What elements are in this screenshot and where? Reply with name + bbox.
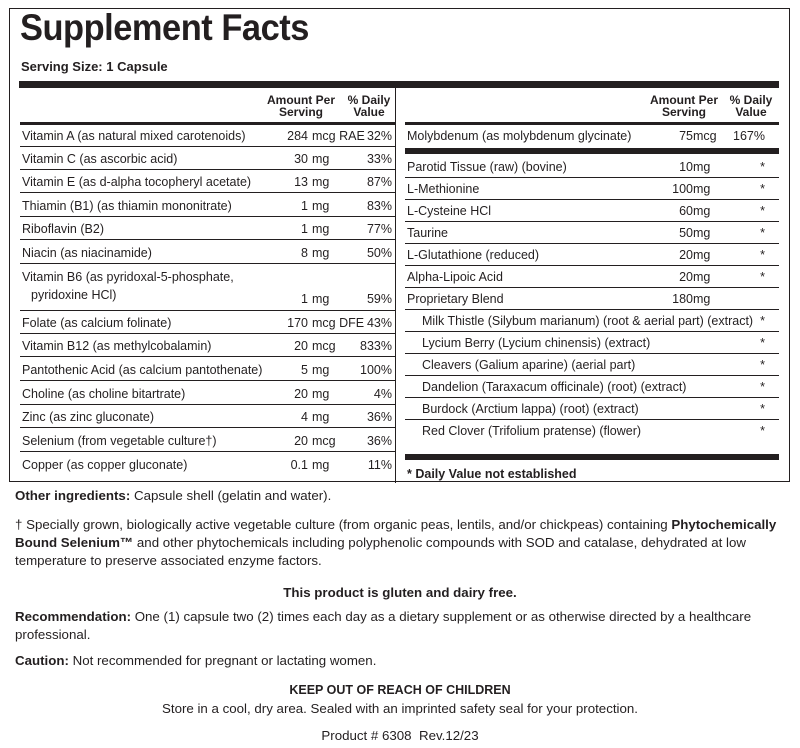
unit: mg <box>693 247 711 262</box>
table-row <box>405 376 779 398</box>
unit: mcg <box>312 338 336 353</box>
nutrient-name-line: Vitamin B6 (as pyridoxal-5-phosphate, <box>22 270 234 284</box>
amount: 100 <box>672 181 693 196</box>
table-row <box>20 406 395 428</box>
unit: mg <box>312 458 330 472</box>
daily-value: 100% <box>360 362 392 377</box>
table-row <box>20 359 395 381</box>
nutrient-name: Red Clover (Trifolium pratense) (flower) <box>422 424 642 438</box>
section-thick-rule <box>405 148 779 154</box>
table-row <box>405 310 779 332</box>
daily-value: 50% <box>366 245 392 260</box>
nutrient-name: Copper (as copper gluconate) <box>22 458 188 472</box>
left-amount-header <box>265 94 337 118</box>
amount: 60 <box>679 203 693 218</box>
amount: 10 <box>679 159 693 174</box>
table-row <box>405 178 779 200</box>
daily-value: * <box>760 401 765 416</box>
daily-value: 59% <box>366 292 392 306</box>
table-row <box>405 288 779 310</box>
daily-value: * <box>760 203 765 218</box>
left-dv-header <box>344 94 394 118</box>
top-thick-rule <box>19 81 779 88</box>
amount: 20 <box>679 247 693 262</box>
table-row <box>405 222 779 244</box>
nutrient-name: Folate (as calcium folinate) <box>22 315 172 330</box>
column-divider <box>395 88 396 483</box>
daily-value: 36% <box>366 433 392 448</box>
table-row <box>405 266 779 288</box>
right-amount-header <box>648 94 720 118</box>
table-row <box>20 265 395 311</box>
table-row <box>20 148 395 170</box>
amount: 13 <box>294 174 308 189</box>
amount: 1 <box>301 292 308 306</box>
nutrient-name: Lycium Berry (Lycium chinensis) (extract) <box>422 335 651 350</box>
header-line: Serving <box>661 105 706 119</box>
right-dv-header <box>726 94 776 118</box>
table-row <box>405 156 779 178</box>
daily-value: 36% <box>366 409 392 424</box>
nutrient-name <box>22 268 234 304</box>
header-line: Serving <box>278 105 323 119</box>
recommendation <box>15 608 785 644</box>
unit: mg <box>312 221 330 236</box>
nutrient-name: Milk Thistle (Silybum marianum) (root & aerial part) (extract) <box>422 313 754 328</box>
daily-value: * <box>760 424 765 438</box>
unit: mg <box>693 291 711 306</box>
serving-size: Serving Size: 1 Capsule <box>21 59 168 74</box>
table-row <box>405 200 779 222</box>
table-row <box>20 430 395 452</box>
unit: mcg <box>312 433 336 448</box>
unit: mg <box>693 181 711 196</box>
daily-value: * <box>760 357 765 372</box>
amount: 0.1 <box>290 458 308 472</box>
daily-value: 33% <box>366 151 392 166</box>
nutrient-name: Dandelion (Taraxacum officinale) (root) (extract) <box>422 379 687 394</box>
gluten-statement: This product is gluten and dairy free. <box>283 585 517 600</box>
nutrient-name: Parotid Tissue (raw) (bovine) <box>407 159 567 174</box>
amount: 75 <box>679 129 693 143</box>
daily-value-note: * Daily Value not established <box>407 467 577 481</box>
keep-out-warning: KEEP OUT OF REACH OF CHILDREN <box>289 683 511 697</box>
unit: mg <box>693 269 711 284</box>
unit: mcg DFE <box>312 315 365 330</box>
header-line: % Daily <box>729 93 773 107</box>
nutrient-name: Vitamin B12 (as methylcobalamin) <box>22 338 212 353</box>
amount: 20 <box>294 386 308 401</box>
storage-instructions: Store in a cool, dry area. Sealed with an imprinted safety seal for your protection. <box>162 701 638 716</box>
nutrient-name: Taurine <box>407 225 448 240</box>
nutrient-name: Zinc (as zinc gluconate) <box>22 409 155 424</box>
amount: 5 <box>301 362 308 377</box>
unit: mg <box>312 362 330 377</box>
caution <box>15 652 785 670</box>
footnote-text: and other phytochemicals including polyphenolic compounds with SOD and catalase, dehydrated at low temperature to preserve associated enzyme factors. <box>15 535 746 568</box>
header-line: Amount Per <box>649 93 718 107</box>
unit: mcg RAE <box>312 128 365 143</box>
nutrient-name: Proprietary Blend <box>407 291 504 306</box>
nutrient-name: L-Cysteine HCl <box>407 203 492 218</box>
daily-value: 833% <box>360 338 392 353</box>
nutrient-name: Riboflavin (B2) <box>22 221 104 236</box>
daily-value: 4% <box>373 386 392 401</box>
unit: mg <box>693 159 711 174</box>
daily-value: 77% <box>366 221 392 236</box>
amount: 20 <box>294 433 308 448</box>
table-row <box>20 242 395 264</box>
unit: mg <box>312 198 330 213</box>
unit: mg <box>693 225 711 240</box>
nutrient-name: Burdock (Arctium lappa) (root) (extract) <box>422 401 639 416</box>
table-row <box>405 420 779 442</box>
amount: 8 <box>301 245 308 260</box>
table-row <box>20 125 395 147</box>
nutrient-name: Pantothenic Acid (as calcium pantothenate) <box>22 362 263 377</box>
table-row <box>20 383 395 405</box>
unit: mg <box>312 174 330 189</box>
recommendation-text: One (1) capsule two (2) times each day as a dietary supplement or as otherwise directed by a healthcare professional. <box>15 609 752 642</box>
nutrient-name: Alpha-Lipoic Acid <box>407 269 503 284</box>
nutrient-name: Choline (as choline bitartrate) <box>22 386 186 401</box>
recommendation-label: Recommendation: <box>15 609 131 624</box>
table-row <box>405 398 779 420</box>
amount: 4 <box>301 409 308 424</box>
daily-value: * <box>760 159 765 174</box>
table-row <box>405 354 779 376</box>
unit: mg <box>312 245 330 260</box>
footnote-text: † Specially grown, biologically active vegetable culture (from organic peas, lentils, and/or chickpeas) containing <box>15 517 672 532</box>
panel-title: Supplement Facts <box>20 7 309 48</box>
daily-value: 43% <box>366 315 392 330</box>
footnote-bold: Phytochemically Bound Selenium™ <box>15 517 777 550</box>
amount: 1 <box>301 221 308 236</box>
nutrient-name: L-Methionine <box>407 181 480 196</box>
other-ingredients-text: Capsule shell (gelatin and water). <box>130 488 332 503</box>
unit: mg <box>312 409 330 424</box>
table-row <box>405 244 779 266</box>
daily-value: 167% <box>733 129 765 143</box>
daily-value: 11% <box>367 458 392 472</box>
nutrient-name: Vitamin C (as ascorbic acid) <box>22 151 178 166</box>
table-row <box>20 171 395 193</box>
nutrient-name: Cleavers (Galium aparine) (aerial part) <box>422 357 636 372</box>
amount: 50 <box>679 225 693 240</box>
unit: mg <box>312 386 330 401</box>
header-line: Value <box>353 105 385 119</box>
nutrient-name: Vitamin E (as d-alpha tocopheryl acetate) <box>22 174 252 189</box>
other-ingredients-label: Other ingredients: <box>15 488 131 503</box>
unit: mg <box>693 203 711 218</box>
nutrient-name: L-Glutathione (reduced) <box>407 247 540 262</box>
caution-text: Not recommended for pregnant or lactating women. <box>68 653 377 668</box>
unit: mg <box>312 292 330 306</box>
amount: 170 <box>287 315 308 330</box>
daily-value: * <box>760 335 765 350</box>
amount: 30 <box>294 151 308 166</box>
daily-value: 32% <box>366 128 392 143</box>
unit: mcg <box>693 129 717 143</box>
amount: 180 <box>672 291 693 306</box>
daily-value: 87% <box>366 174 392 189</box>
footer-thick-rule <box>405 454 779 460</box>
table-row <box>405 332 779 354</box>
daily-value: * <box>760 269 765 284</box>
amount: 1 <box>301 198 308 213</box>
daily-value: * <box>760 313 765 328</box>
selenium-footnote <box>15 516 785 570</box>
table-row <box>20 454 395 476</box>
daily-value: * <box>760 379 765 394</box>
daily-value: * <box>760 181 765 196</box>
nutrient-name: Molybdenum (as molybdenum glycinate) <box>407 129 632 143</box>
caution-label: Caution: <box>15 653 69 668</box>
amount: 284 <box>287 128 308 143</box>
table-row <box>20 218 395 240</box>
nutrient-name: Selenium (from vegetable culture†) <box>22 433 217 448</box>
daily-value: 83% <box>366 198 392 213</box>
supplement-facts-panel <box>9 8 790 482</box>
table-row <box>20 195 395 217</box>
nutrient-name: Thiamin (B1) (as thiamin mononitrate) <box>22 198 232 213</box>
header-line: Value <box>735 105 767 119</box>
nutrient-name: Niacin (as niacinamide) <box>22 245 152 260</box>
header-line: Amount Per <box>266 93 335 107</box>
table-row <box>405 125 779 147</box>
other-ingredients <box>15 487 785 505</box>
unit: mg <box>312 151 330 166</box>
table-row <box>20 312 395 334</box>
daily-value: * <box>760 225 765 240</box>
daily-value: * <box>760 247 765 262</box>
table-row <box>20 335 395 357</box>
nutrient-name: Vitamin A (as natural mixed carotenoids) <box>22 128 246 143</box>
nutrient-name-line: pyridoxine HCl) <box>31 288 117 302</box>
amount: 20 <box>294 338 308 353</box>
header-line: % Daily <box>347 93 391 107</box>
amount: 20 <box>679 269 693 284</box>
product-code: Product # 6308 Rev.12/23 <box>321 728 479 743</box>
